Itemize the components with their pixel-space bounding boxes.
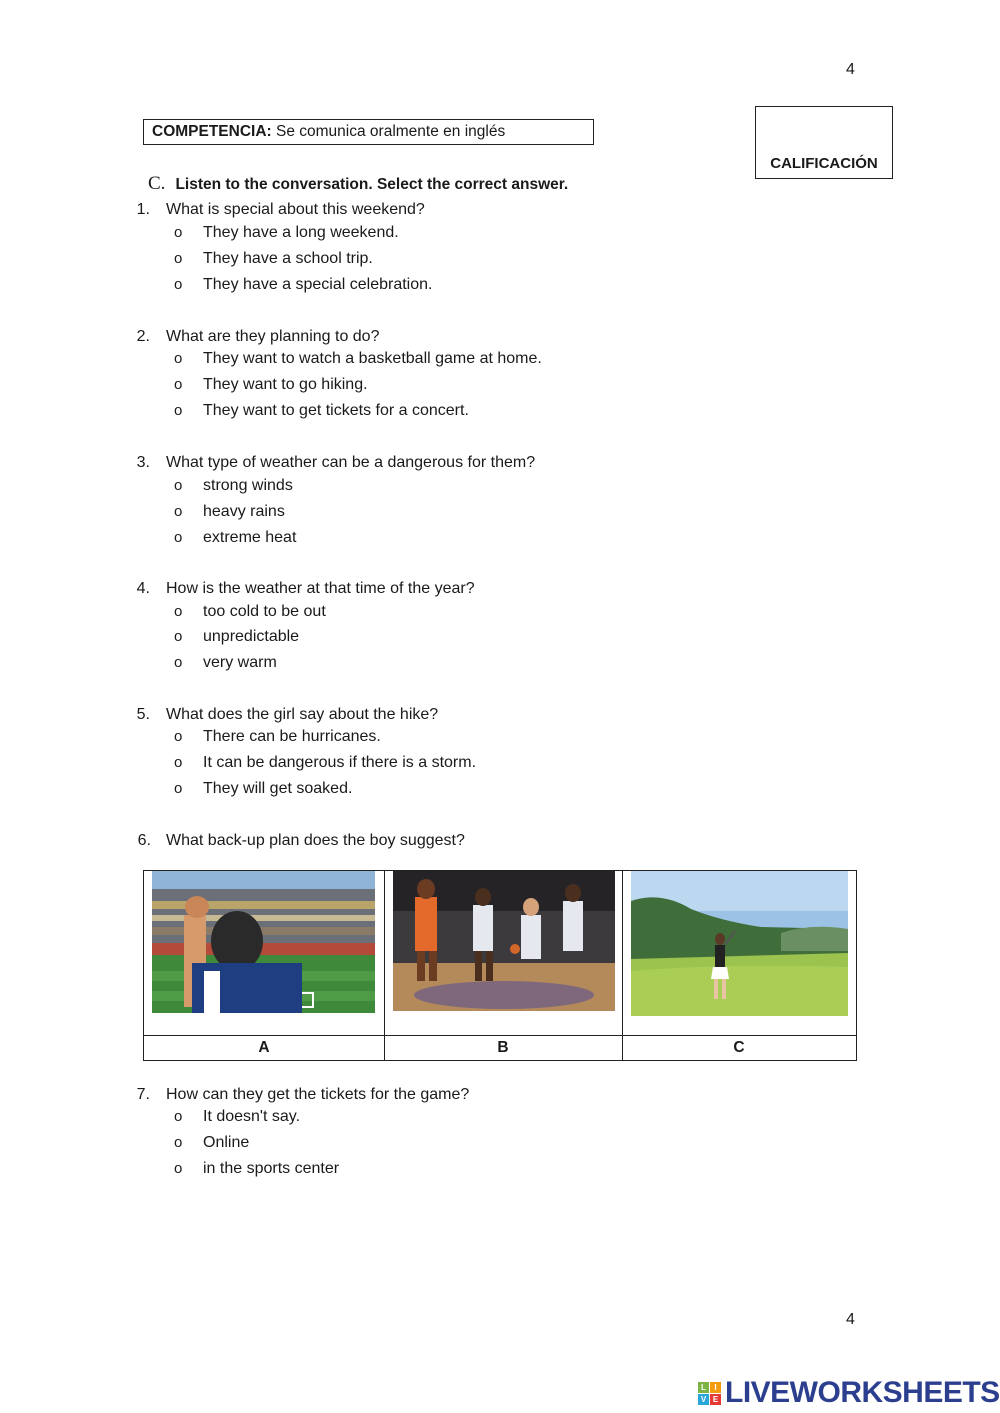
- question-number: 4.: [136, 580, 150, 597]
- basketball-image[interactable]: [393, 871, 615, 1011]
- option-bullet: o: [174, 1134, 183, 1151]
- option-text: There can be hurricanes.: [203, 728, 381, 745]
- option-text: very warm: [203, 654, 277, 671]
- competencia-label: COMPETENCIA:: [152, 123, 272, 140]
- table-divider: [622, 871, 623, 1060]
- option-bullet: o: [174, 529, 183, 546]
- option-text: too cold to be out: [203, 603, 326, 620]
- question-number: 6.: [137, 832, 151, 849]
- section-instruction: [148, 173, 568, 195]
- option-bullet: o: [174, 477, 183, 494]
- table-divider: [384, 871, 385, 1060]
- question-text: How is the weather at that time of the year?: [166, 580, 475, 597]
- basketball-illustration: [393, 871, 615, 1011]
- option-text: strong winds: [203, 477, 293, 494]
- calificacion-label: CALIFICACIÓN: [770, 155, 878, 172]
- option-bullet: o: [174, 350, 183, 367]
- option-text: in the sports center: [203, 1160, 340, 1177]
- logo-mark: [698, 1382, 721, 1405]
- question-text: What does the girl say about the hike?: [166, 706, 439, 723]
- option-text: It can be dangerous if there is a storm.: [203, 754, 477, 771]
- liveworksheets-logo[interactable]: [698, 1376, 1000, 1410]
- page-number-top: 4: [846, 61, 855, 78]
- competencia-box: [143, 119, 594, 145]
- option-text: unpredictable: [203, 628, 300, 645]
- question-text: How can they get the tickets for the game?: [166, 1086, 470, 1103]
- stadium-fan-image[interactable]: [152, 871, 375, 1013]
- golf-illustration: [631, 871, 848, 1016]
- choice-label-c: C: [733, 1039, 745, 1056]
- calificacion-box: [755, 106, 893, 179]
- question-text: What back-up plan does the boy suggest?: [166, 832, 465, 849]
- option-text: They want to watch a basketball game at home.: [203, 350, 542, 367]
- option-text: They have a long weekend.: [203, 224, 399, 241]
- question-text: What type of weather can be a dangerous for them?: [166, 454, 536, 471]
- option-bullet: o: [174, 1160, 183, 1177]
- question-number: 2.: [136, 328, 150, 345]
- logo-letter: V: [698, 1394, 709, 1405]
- option-bullet: o: [174, 503, 183, 520]
- logo-letter: L: [698, 1382, 709, 1393]
- question-number: 1.: [136, 201, 150, 218]
- logo-wordmark: LIVEWORKSHEETS: [725, 1376, 1000, 1409]
- option-bullet: o: [174, 603, 183, 620]
- option-text: extreme heat: [203, 529, 297, 546]
- option-bullet: o: [174, 754, 183, 771]
- question-text: What is special about this weekend?: [166, 201, 425, 218]
- option-bullet: o: [174, 1108, 183, 1125]
- question-number: 5.: [136, 706, 150, 723]
- option-text: It doesn't say.: [203, 1108, 301, 1125]
- option-bullet: o: [174, 728, 183, 745]
- option-bullet: o: [174, 250, 183, 267]
- choice-label-b: B: [497, 1039, 509, 1056]
- competencia-text: Se comunica oralmente en inglés: [271, 123, 506, 140]
- option-text: They want to go hiking.: [203, 376, 368, 393]
- option-bullet: o: [174, 276, 183, 293]
- option-bullet: o: [174, 402, 183, 419]
- option-bullet: o: [174, 780, 183, 797]
- option-text: heavy rains: [203, 503, 285, 520]
- golf-image[interactable]: [631, 871, 848, 1016]
- option-text: They have a special celebration.: [203, 276, 433, 293]
- option-text: They have a school trip.: [203, 250, 373, 267]
- option-bullet: o: [174, 628, 183, 645]
- stadium-fan-illustration: [152, 871, 375, 1013]
- option-text: Online: [203, 1134, 250, 1151]
- logo-letter: I: [710, 1382, 721, 1393]
- page-number-bottom: 4: [846, 1311, 855, 1328]
- option-bullet: o: [174, 224, 183, 241]
- question-number: 7.: [136, 1086, 150, 1103]
- logo-letter: E: [710, 1394, 721, 1405]
- question-text: What are they planning to do?: [166, 328, 380, 345]
- question-number: 3.: [136, 454, 150, 471]
- option-text: They want to get tickets for a concert.: [203, 402, 469, 419]
- option-bullet: o: [174, 654, 183, 671]
- option-text: They will get soaked.: [203, 780, 353, 797]
- section-letter: C.: [148, 173, 166, 194]
- choice-label-a: A: [258, 1039, 270, 1056]
- instruction-text: Listen to the conversation. Select the correct answer.: [175, 176, 569, 193]
- option-bullet: o: [174, 376, 183, 393]
